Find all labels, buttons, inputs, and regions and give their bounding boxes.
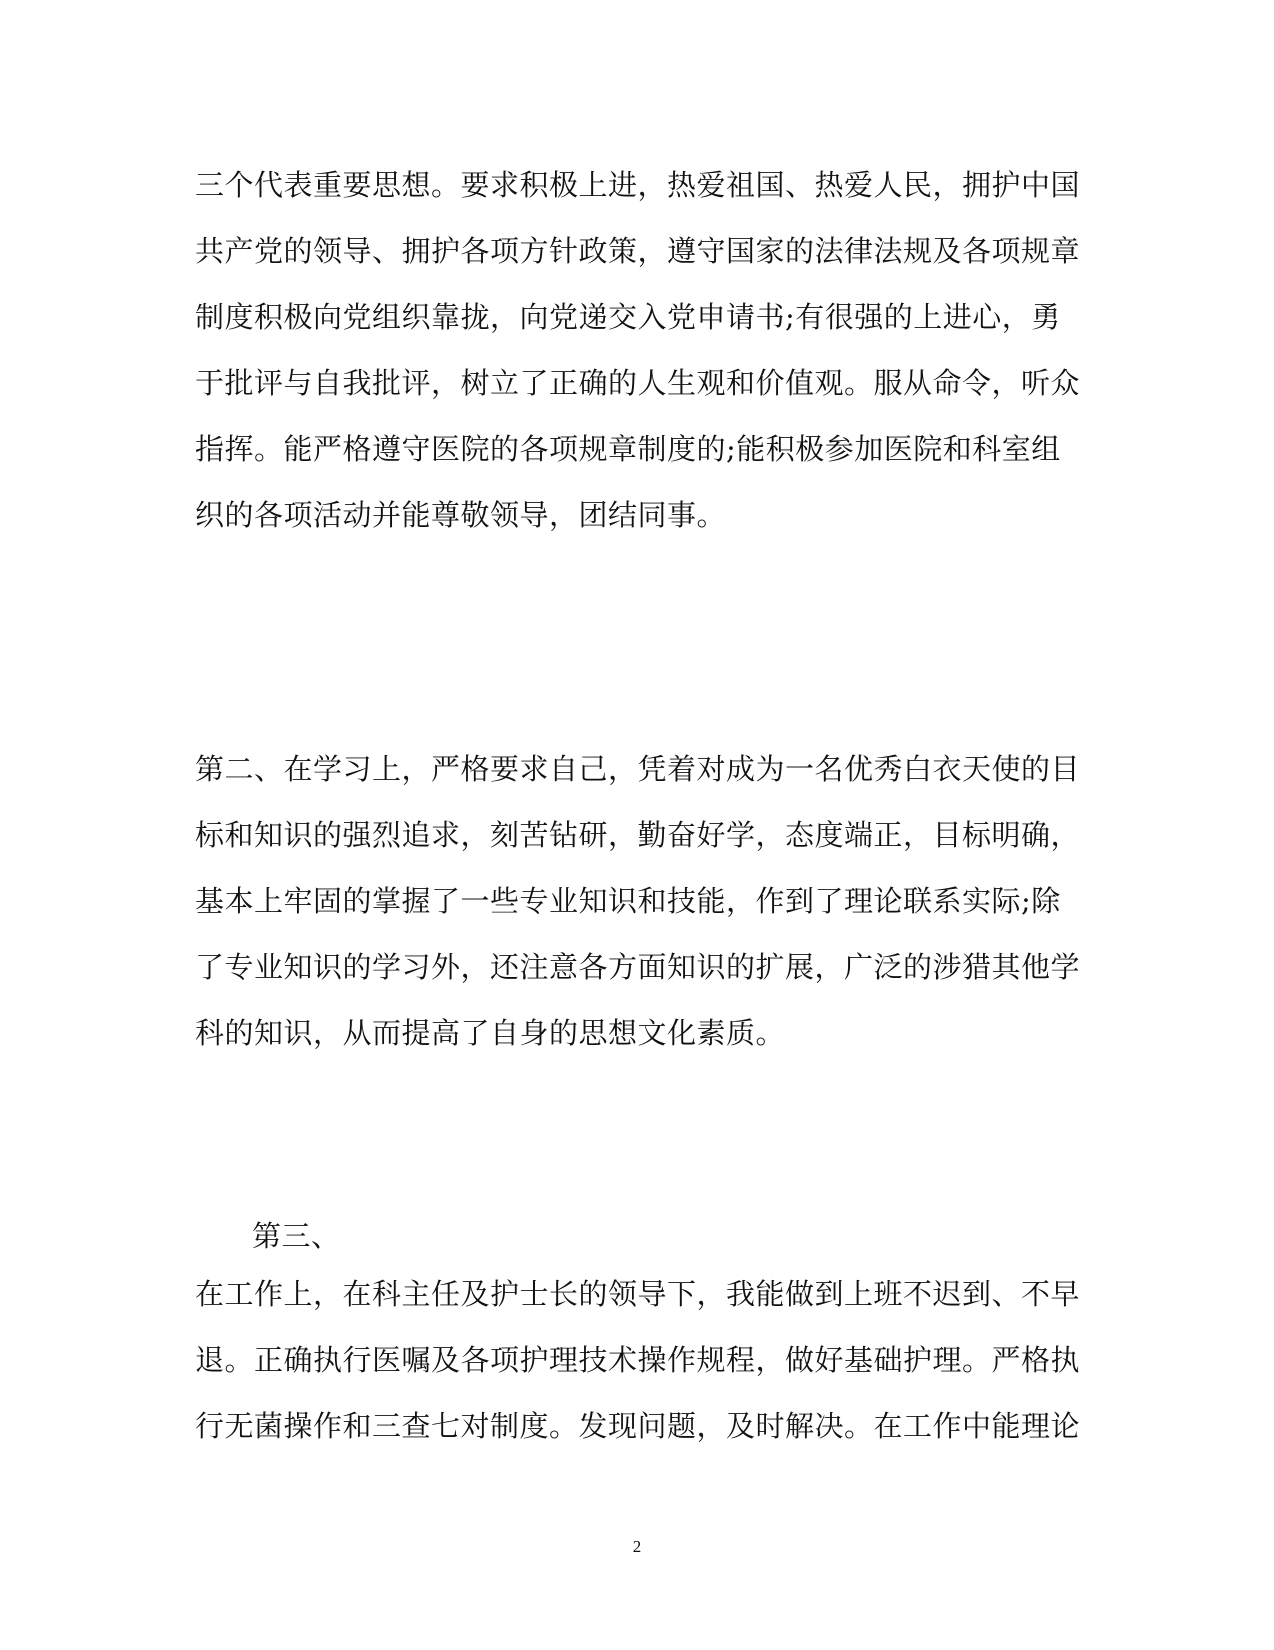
text-line: 行无菌操作和三查七对制度。发现问题，及时解决。在工作中能理论	[195, 1409, 1081, 1443]
text-line: 科的知识，从而提高了自身的思想文化素质。	[195, 1016, 786, 1050]
text-line: 于批评与自我批评，树立了正确的人生观和价值观。服从命令，听众	[195, 366, 1081, 400]
paragraph-political	[195, 152, 1081, 548]
text-line: 织的各项活动并能尊敬领导，团结同事。	[195, 498, 727, 532]
paragraph-work	[195, 1261, 1081, 1459]
text-line: 共产党的领导、拥护各项方针政策，遵守国家的法律法规及各项规章	[195, 234, 1081, 268]
text-line: 第三、	[252, 1219, 341, 1253]
paragraph-work-heading	[252, 1203, 1132, 1269]
paragraph-study	[195, 736, 1081, 1066]
page-number: 2	[632, 1537, 642, 1556]
text-line: 标和知识的强烈追求，刻苦钻研，勤奋好学，态度端正，目标明确，	[195, 818, 1081, 852]
text-line: 在工作上，在科主任及护士长的领导下，我能做到上班不迟到、不早	[195, 1277, 1081, 1311]
text-line: 基本上牢固的掌握了一些专业知识和技能，作到了理论联系实际;除	[195, 884, 1061, 918]
text-line: 三个代表重要思想。要求积极上进，热爱祖国、热爱人民，拥护中国	[195, 168, 1081, 202]
text-line: 制度积极向党组织靠拢，向党递交入党申请书;有很强的上进心，勇	[195, 300, 1061, 334]
text-line: 第二、在学习上，严格要求自己，凭着对成为一名优秀白衣天使的目	[195, 752, 1081, 786]
text-line: 指挥。能严格遵守医院的各项规章制度的;能积极参加医院和科室组	[195, 432, 1061, 466]
text-line: 退。正确执行医嘱及各项护理技术操作规程，做好基础护理。严格执	[195, 1343, 1081, 1377]
text-line: 了专业知识的学习外，还注意各方面知识的扩展，广泛的涉猎其他学	[195, 950, 1081, 984]
